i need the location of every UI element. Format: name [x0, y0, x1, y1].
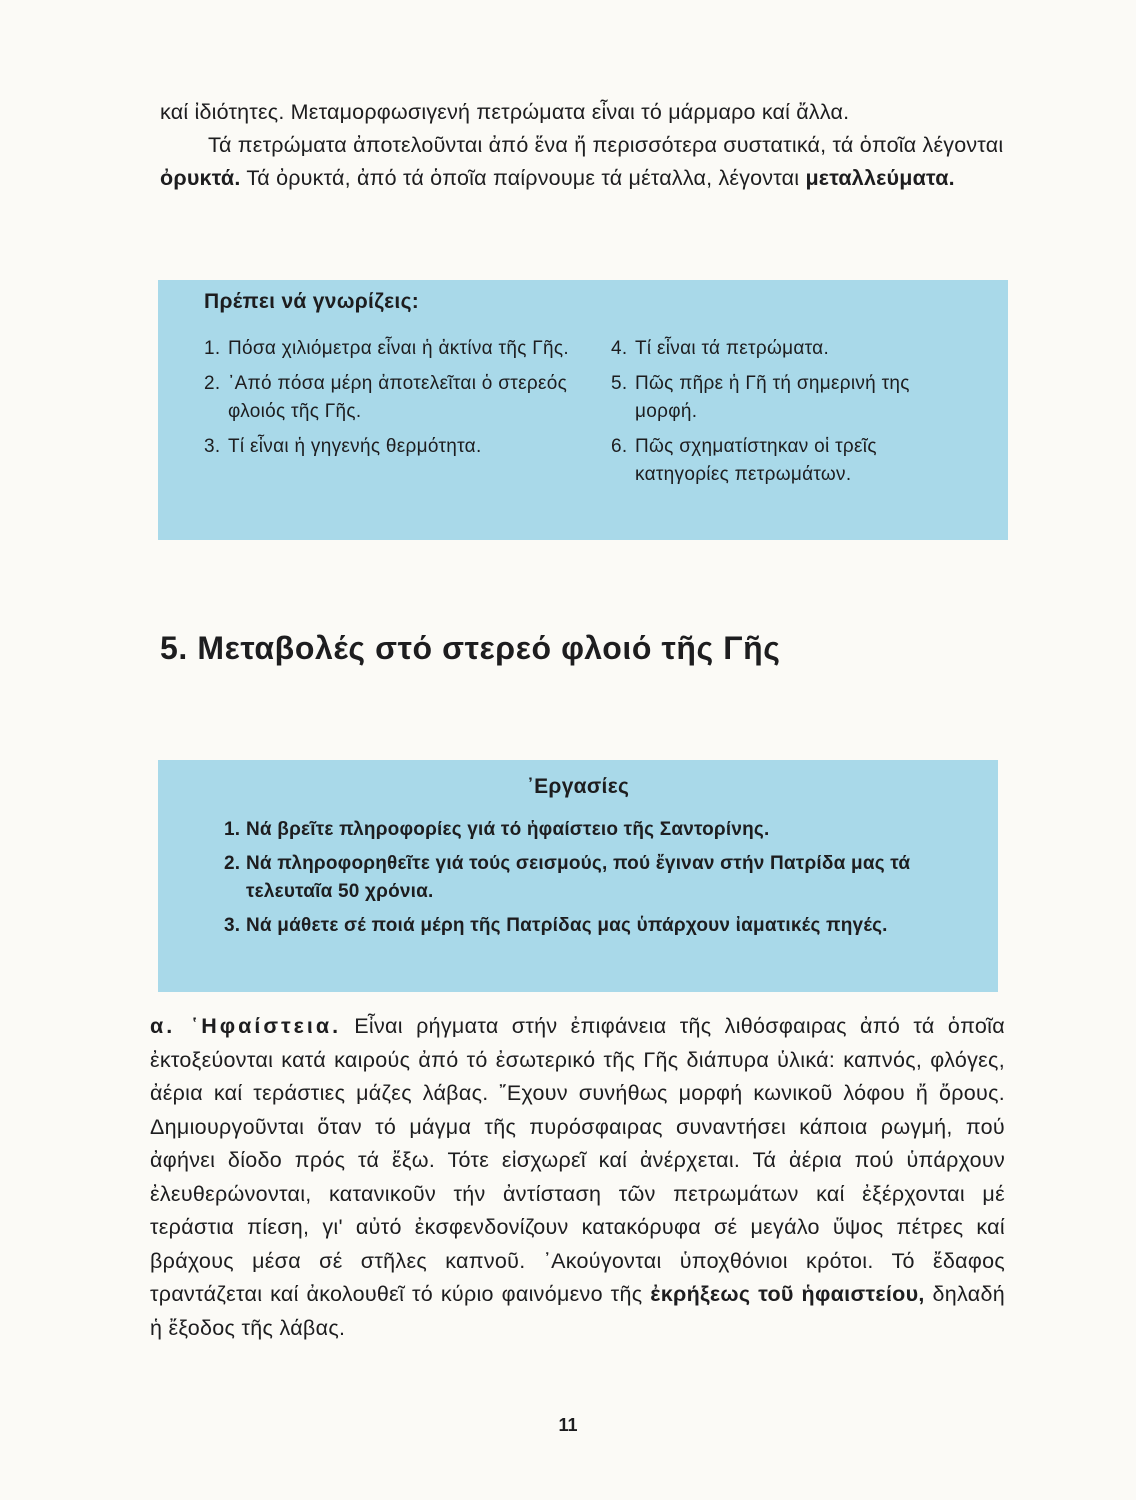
task-text: Νά μάθετε σέ ποιά μέρη τῆς Πατρίδας μας ὑπάρχουν ἰαματικές πηγές.	[246, 915, 888, 936]
question-item	[611, 335, 961, 363]
question-column-right	[611, 335, 961, 496]
question-text: Πῶς σχηματίστηκαν οἱ τρεῖς κατηγορίες πετρωμάτων.	[635, 436, 877, 485]
question-number: 1.	[204, 338, 221, 359]
question-number: 6.	[611, 436, 628, 457]
question-text: Πῶς πῆρε ἡ Γῆ τή σημερινή της μορφή.	[635, 373, 910, 422]
question-number: 3.	[204, 436, 221, 457]
intro-paragraph	[160, 129, 1020, 195]
question-item	[204, 335, 574, 363]
task-item	[224, 816, 964, 844]
intro-text-part: Τά πετρώματα ἀποτελοῦνται ἀπό ἕνα ἤ περισσότερα συστατικά, τά ὁποῖα λέγονται	[208, 133, 1004, 157]
task-list	[224, 816, 964, 946]
task-number: 3.	[224, 915, 241, 936]
question-item	[611, 370, 961, 426]
tasks-box	[158, 760, 998, 992]
question-number: 4.	[611, 338, 628, 359]
term-minerals: ὀρυκτά.	[160, 166, 241, 190]
intro-line: καί ἰδιότητες. Μεταμορφωσιγενή πετρώματα εἶναι τό μάρμαρο καί ἄλλα.	[160, 100, 850, 124]
volcano-label: α. ῾Ηφαίστεια.	[150, 1014, 342, 1038]
volcano-text-end: δηλαδή ἡ ἔξοδος τῆς λάβας.	[150, 1282, 1005, 1340]
question-number: 5.	[611, 373, 628, 394]
know-box-title: Πρέπει νά γνωρίζεις:	[204, 290, 420, 313]
question-item	[204, 370, 574, 426]
task-text: Νά πληροφορηθεῖτε γιά τούς σεισμούς, πού ἔγιναν στήν Πατρίδα μας τά τελευταῖα 50 χρόνια.	[246, 853, 911, 902]
know-box	[158, 280, 1008, 540]
intro-text-part: Τά ὀρυκτά, ἀπό τά ὁποῖα παίρνουμε τά μέταλλα, λέγονται	[240, 166, 806, 190]
page-number: 11	[558, 1415, 578, 1435]
volcano-text: Εἶναι ρήγματα στήν ἐπιφάνεια τῆς λιθόσφαιρας ἀπό τά ὁποῖα ἐκτοξεύονται κατά καιρούς ἀπό τό ἐσωτερικό τῆς Γῆς διάπυρα ὑλικά: καπνός, φλόγες, ἀέρια καί τεράστιες μάζες λάβας. ῎Εχουν συνήθως μορφή κωνικοῦ λόφου ἤ ὄρους. Δημιουργοῦνται ὅταν τό μάγμα τῆς πυρόσφαιρας συναντήσει κάποια ρωγμή, πού ἀφήνει δίοδο πρός τά ἔξω. Τότε εἰσχωρεῖ καί ἀνέρχεται. Τά ἀέρια πού ὑπάρχουν ἐλευθερώνονται, κατανικοῦν τήν ἀντίσταση τῶν πετρωμάτων καί ἐξέρχονται μέ τεράστια πίεση, γι' αὐτό ἐκσφενδονίζουν κατακόρυφα σέ μεγάλο ὕψος πέτρες καί βράχους μέσα σέ στῆλες καπνοῦ. ᾿Ακούγονται ὑποχθόνιοι κρότοι. Τό ἔδαφος τραντάζεται καί ἀκολουθεῖ τό κύριο φαινόμενο τῆς	[150, 1014, 1005, 1306]
task-text: Νά βρεῖτε πληροφορίες γιά τό ἡφαίστειο τῆς Σαντορίνης.	[246, 819, 770, 840]
question-text: ᾿Από πόσα μέρη ἀποτελεῖται ὁ στερεός φλοιός τῆς Γῆς.	[228, 373, 568, 422]
task-item	[224, 850, 964, 906]
volcano-paragraph	[150, 1010, 1005, 1345]
question-item	[204, 433, 574, 461]
intro-text	[160, 96, 1020, 195]
term-ores: μεταλλεύματα.	[805, 166, 955, 190]
question-text: Τί εἶναι τά πετρώματα.	[635, 338, 830, 359]
question-text: Πόσα χιλιόμετρα εἶναι ἡ ἀκτίνα τῆς Γῆς.	[228, 338, 569, 359]
task-item	[224, 912, 964, 940]
question-column-left	[204, 335, 574, 468]
tasks-box-title: ᾿Εργασίες	[526, 775, 630, 798]
task-number: 2.	[224, 853, 241, 874]
task-number: 1.	[224, 819, 241, 840]
question-number: 2.	[204, 373, 221, 394]
term-eruption: ἐκρήξεως τοῦ ἡφαιστείου,	[650, 1282, 925, 1306]
section-heading: 5. Μεταβολές στό στερεό φλοιό τῆς Γῆς	[160, 630, 781, 666]
question-text: Τί εἶναι ἡ γηγενής θερμότητα.	[228, 436, 482, 457]
question-item	[611, 433, 961, 489]
